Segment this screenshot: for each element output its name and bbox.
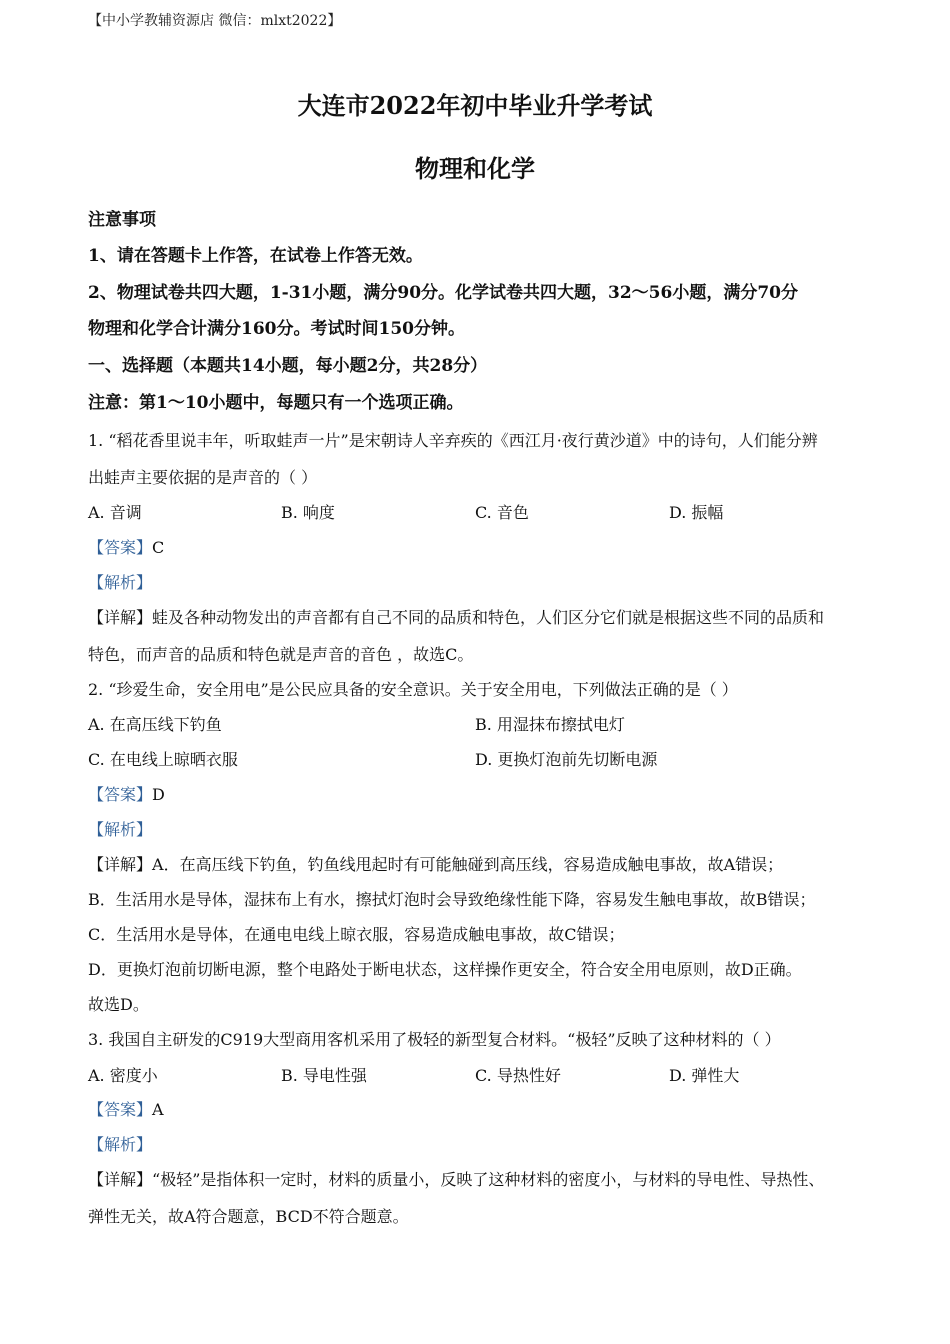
q3-stem: 3. 我国自主研发的C919大型商用客机采用了极轻的新型复合材料。“极轻”反映了这种材料的（ ） [88, 1030, 781, 1049]
q2-analysis-tag: 【解析】 [88, 820, 153, 839]
q2-answer-value: D [152, 785, 165, 804]
q1-option-d: D. 振幅 [669, 503, 724, 522]
q2-detail-line4: D．更换灯泡前切断电源，整个电路处于断电状态，这样操作更安全，符合安全用电原则，故D正确。 [88, 960, 802, 979]
q1-option-c: C. 音色 [475, 503, 529, 522]
q1-detail-line1 [88, 605, 824, 628]
q3-answer-value: A [152, 1100, 164, 1119]
q2-stem: 2. “珍爱生命，安全用电”是公民应具备的安全意识。关于安全用电，下列做法正确的是（ ） [88, 680, 738, 699]
notice-item-1: 1、请在答题卡上作答，在试卷上作答无效。 [88, 246, 423, 266]
exam-subtitle: 物理和化学 [415, 154, 535, 183]
q3-detail-line2: 弹性无关，故A符合题意，BCD不符合题意。 [88, 1207, 409, 1226]
q3-option-a: A. 密度小 [88, 1066, 158, 1085]
q3-option-b: B. 导电性强 [281, 1066, 367, 1085]
answer-tag: 【答案】 [88, 538, 153, 557]
q2-option-d: D. 更换灯泡前先切断电源 [475, 750, 658, 769]
q1-answer-value: C [152, 538, 165, 557]
q3-detail-line1 [88, 1167, 824, 1190]
q3-detail-text1: “极轻”是指体积一定时，材料的质量小，反映了这种材料的密度小，与材料的导电性、导热性、 [152, 1170, 825, 1189]
detail-tag: 【详解】 [88, 608, 153, 627]
q1-detail-line2: 特色，而声音的品质和特色就是声音的音色 ，故选C。 [88, 645, 474, 664]
q2-option-a: A. 在高压线下钓鱼 [88, 715, 222, 734]
answer-tag: 【答案】 [88, 1100, 153, 1119]
q3-analysis-tag: 【解析】 [88, 1135, 153, 1154]
q2-detail-line1 [88, 852, 783, 875]
q2-detail-line5: 故选D。 [88, 995, 149, 1014]
q1-stem-line1: 1. “稻花香里说丰年，听取蛙声一片”是宋朝诗人辛弃疾的《西江月·夜行黄沙道》中的诗句，人们能分辨 [88, 431, 818, 450]
notice-heading: 注意事项 [88, 210, 156, 230]
q2-detail-text1: A．在高压线下钓鱼，钓鱼线甩起时有可能触碰到高压线，容易造成触电事故，故A错误； [152, 855, 784, 874]
q1-detail-text1: 蛙及各种动物发出的声音都有自己不同的品质和特色，人们区分它们就是根据这些不同的品质和 [152, 608, 825, 627]
q2-detail-line2: B．生活用水是导体，湿抹布上有水，擦拭灯泡时会导致绝缘性能下降，容易发生触电事故，故B错误； [88, 890, 816, 909]
q1-stem-line2: 出蛙声主要依据的是声音的（ ） [88, 468, 318, 487]
q1-answer [88, 535, 164, 558]
q2-option-b: B. 用湿抹布擦拭电灯 [475, 715, 625, 734]
section-note: 注意：第1～10小题中，每题只有一个选项正确。 [88, 393, 464, 413]
exam-title: 大连市2022年初中毕业升学考试 [297, 91, 653, 120]
q1-analysis-tag: 【解析】 [88, 573, 153, 592]
source-header: 【中小学教辅资源店 微信：mlxt2022】 [88, 13, 342, 29]
detail-tag: 【详解】 [88, 855, 153, 874]
answer-tag: 【答案】 [88, 785, 153, 804]
q3-answer [88, 1097, 164, 1120]
q3-option-c: C. 导热性好 [475, 1066, 561, 1085]
notice-item-2a: 2、物理试卷共四大题，1-31小题，满分90分。化学试卷共四大题，32～56小题，满分70分 [88, 283, 798, 303]
q3-option-d: D. 弹性大 [669, 1066, 740, 1085]
notice-item-2b: 物理和化学合计满分160分。考试时间150分钟。 [88, 319, 465, 339]
q1-option-a: A. 音调 [88, 503, 142, 522]
q1-option-b: B. 响度 [281, 503, 335, 522]
section-title: 一、选择题（本题共14小题，每小题2分，共28分） [88, 356, 488, 376]
q2-answer [88, 782, 165, 805]
q2-detail-line3: C．生活用水是导体，在通电电线上晾衣服，容易造成触电事故，故C错误； [88, 925, 625, 944]
q2-option-c: C. 在电线上晾晒衣服 [88, 750, 238, 769]
detail-tag: 【详解】 [88, 1170, 153, 1189]
